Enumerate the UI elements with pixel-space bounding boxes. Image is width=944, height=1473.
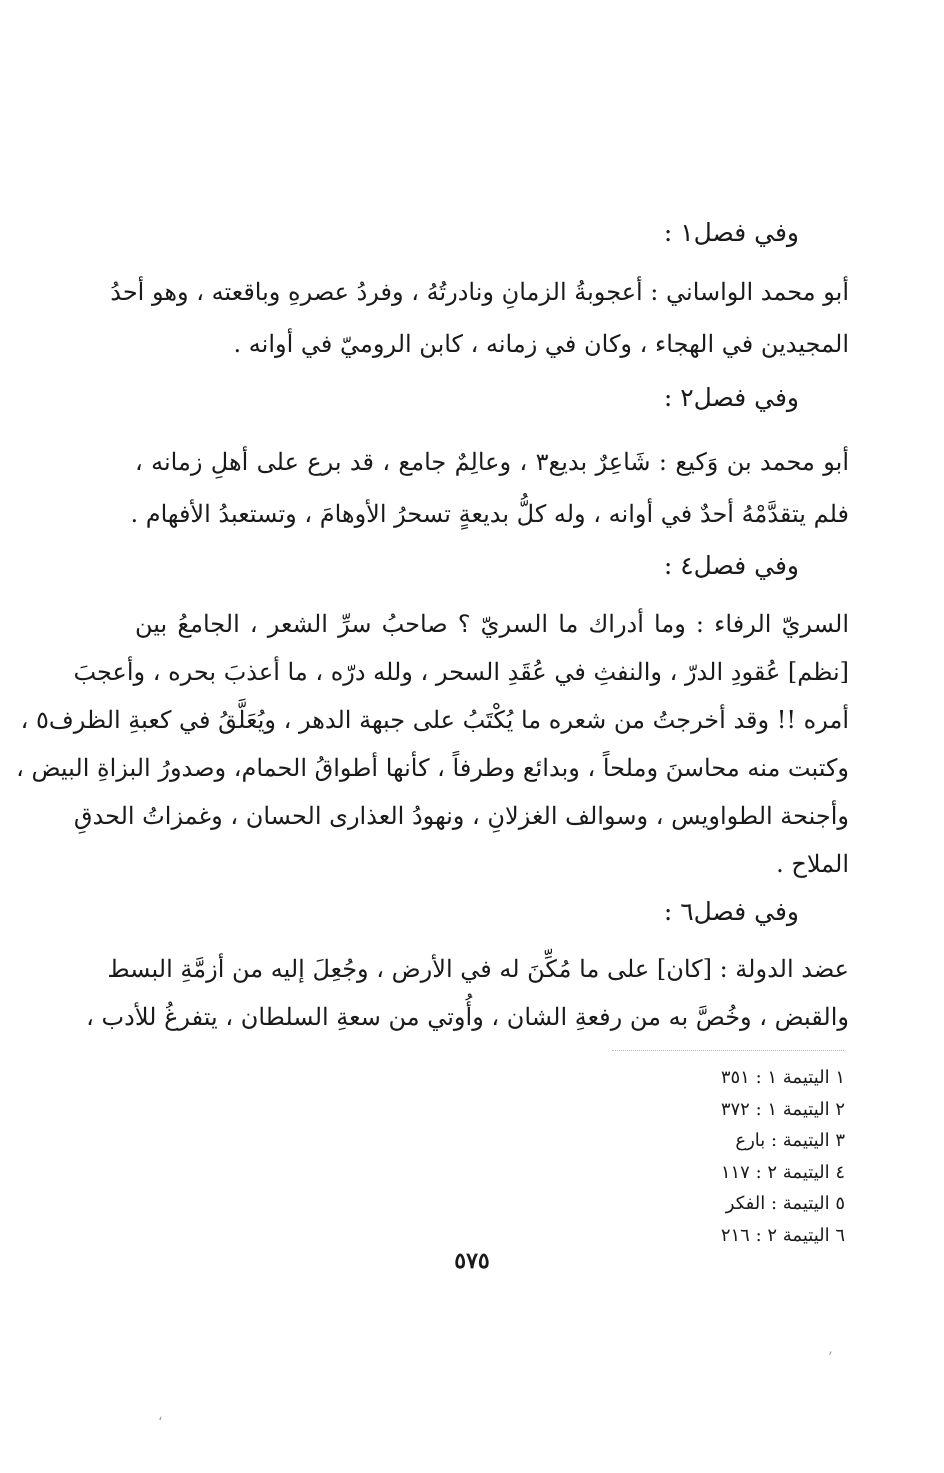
section-heading-3: وفي فصل٤ : [663, 551, 799, 580]
paragraph-line: والقبض ، وخُصَّ به من رفعةِ الشان ، وأُوتي من سعةِ السلطان ، يتفرغُ للأدب ، [86, 1003, 849, 1031]
paragraph-line: فلم يتقدَّمْهُ أحدٌ في أوانه ، وله كلُّ بديعةٍ تسحرُ الأوهامَ ، وتستعبدُ الأفهام . [130, 500, 849, 528]
page-number: ٥٧٥ [454, 1248, 490, 1274]
section-heading-1: وفي فصل١ : [663, 218, 799, 247]
paragraph-line: السريّ الرفاء : وما أدراك ما السريّ ؟ صاحبُ سرِّ الشعر ، الجامعُ بين [135, 610, 849, 638]
footnote-item: ١ اليتيمة ١ : ٣٥١ [720, 1067, 845, 1088]
footnote-item: ٤ اليتيمة ٢ : ١١٧ [720, 1161, 845, 1183]
paragraph-line: وأجنحة الطواويس ، وسوالف الغزلانِ ، ونهودُ العذارى الحسان ، وغمزاتُ الحدقِ [73, 802, 849, 830]
footnotes-list [721, 1062, 845, 1251]
paragraph-line: أبو محمد الواساني : أعجوبةُ الزمانِ ونادرتُهُ ، وفردُ عصرهِ وباقعته ، وهو أحدُ [110, 278, 849, 306]
footnote-item: ٢ اليتيمة ١ : ٣٧٢ [720, 1098, 845, 1120]
paragraph-al-wasani [110, 266, 849, 370]
footnote-item: ٥ اليتيمة : الفكر [725, 1193, 845, 1214]
scan-speck: ، [158, 1408, 163, 1424]
footnote-item: ٦ اليتيمة ٢ : ٢١٦ [720, 1224, 845, 1246]
paragraph-ibn-wakee [130, 436, 849, 540]
paragraph-line: المجيدين في الهجاء ، وكان في زمانه ، كابن الروميّ في أوانه . [233, 330, 849, 358]
scan-speck: ’ [828, 1350, 833, 1366]
footnote-separator [612, 1050, 844, 1051]
paragraph-adud-al-dawla [86, 945, 849, 1041]
footnote-item: ٣ اليتيمة : بارع [735, 1130, 845, 1151]
paragraph-line: الملاح . [776, 850, 849, 878]
paragraph-line: أبو محمد بن وَكيع : شَاعِرٌ بديع٣ ، وعالِمٌ جامع ، قد برع على أهلِ زمانه ، [135, 448, 849, 476]
paragraph-line: [نظم] عُقودِ الدرّ ، والنفثِ في عُقَدِ السحر ، ولله درّه ، ما أعذبَ بحره ، وأعجبَ [73, 658, 849, 686]
paragraph-line: أمره !! وقد أخرجتُ من شعره ما يُكْتَبُ على جبهة الدهر ، ويُعَلَّقُ في كعبةِ الظرف٥ ، [20, 706, 849, 734]
paragraph-al-sari-al-raffa [16, 600, 849, 888]
section-heading-2: وفي فصل٢ : [663, 383, 799, 412]
paragraph-line: وكتبت منه محاسنَ وملحاً ، وبدائع وطرفاً ، كأنها أطواقُ الحمام، وصدورُ البزاةِ البيض ، [16, 754, 849, 782]
paragraph-line: عضد الدولة : [كان] على ما مُكِّنَ له في الأرض ، وجُعِلَ إليه من أزمَّةِ البسط [107, 955, 849, 983]
section-heading-4: وفي فصل٦ : [663, 897, 799, 926]
